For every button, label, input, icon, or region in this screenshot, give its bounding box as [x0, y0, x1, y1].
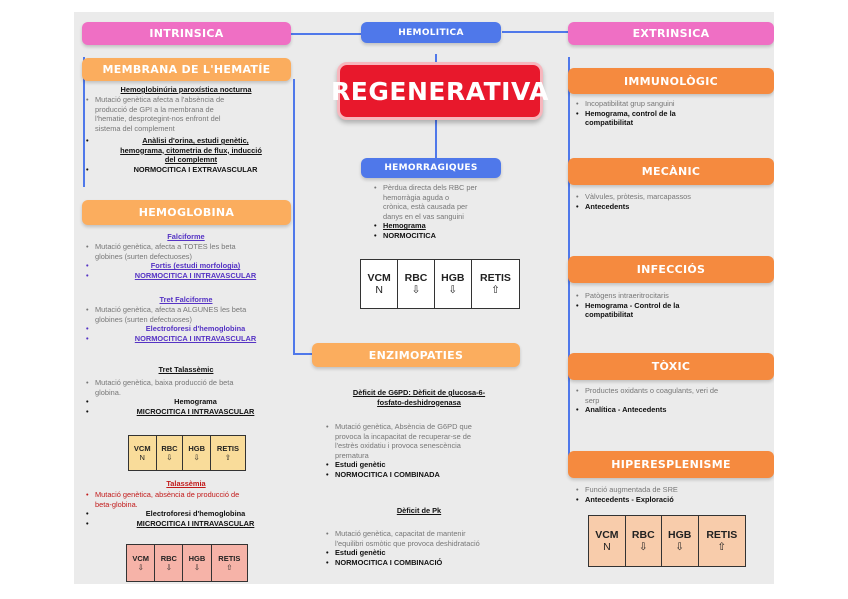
membrana-tests — [86, 136, 296, 174]
immunologic-header: IMMUNOLÒGIC — [568, 68, 774, 94]
tret-talassemic-classification: MICROCITICA I INTRAVASCULAR — [136, 406, 255, 416]
tret-falciforme-line-3: Electroforesi d'hemoglobina — [145, 324, 246, 334]
lab-cell-vcm: VCM N — [129, 436, 157, 471]
lab-cell-hgb: HGB ⇩ — [183, 436, 211, 471]
membrana-test-line-1: Anàlisi d'orina, estudi genètic, — [142, 136, 249, 145]
talassemia-block — [86, 490, 296, 528]
regenerativa-title: REGENERATIVA — [337, 62, 543, 120]
lab-cell-retis: RETIS ⇧ — [471, 260, 519, 309]
toxic-line-2: serp — [585, 395, 600, 405]
lab-cell-vcm: VCM ⇩ — [127, 545, 155, 582]
hiperesplenisme-lab-table — [588, 515, 746, 567]
falciforme-block — [86, 242, 296, 280]
toxic-line-1: Productes oxidants o coagulants, veri de — [585, 386, 719, 395]
lab-cell-rbc: RBC ⇩ — [625, 516, 661, 567]
lab-cell-rbc: RBC ⇩ — [155, 545, 183, 582]
membrana-line-2: producció de GPI a la membrana de — [95, 104, 214, 114]
hemorragiques-line-1: Pèrdua directa dels RBC per — [383, 183, 478, 192]
enzimopaties-header: ENZIMOPATIES — [312, 343, 520, 367]
pk-title: Dèficit de Pk — [396, 506, 442, 515]
tret-falciforme-classification: NORMOCITICA I INTRAVASCULAR — [134, 333, 257, 343]
membrana-header: MEMBRANA DE L'HEMATÍE — [82, 58, 291, 81]
hiperesplenisme-block — [576, 485, 766, 504]
tret-falciforme-block — [86, 305, 296, 343]
talassemia-classification: MICROCITICA I INTRAVASCULAR — [136, 518, 255, 528]
membrana-test-line-2: hemograma, citometria de flux, inducció — [120, 145, 262, 155]
immunologic-line-1: Incopatibilitat grup sanguini — [585, 99, 675, 108]
lab-cell-rbc: RBC ⇩ — [398, 260, 434, 309]
tret-talassemic-line-2: globina. — [95, 387, 121, 397]
talassemia-line-1: Mutació genètica, absència de producció de — [95, 490, 240, 499]
pk-line-2: l'equilibri osmòtic que provoca deshidratació — [335, 538, 480, 548]
tret-falciforme-line-2: globines (surten defectuoses) — [95, 314, 192, 324]
g6pd-title-line-1: Dèficit de G6PD: Dèficit de glucosa-6- — [352, 388, 486, 397]
talassemia-lab-table — [126, 544, 248, 582]
falciforme-classification: NORMOCITICA I INTRAVASCULAR — [134, 270, 257, 280]
hemorragiques-line-2: hemorràgia aguda o — [383, 192, 450, 202]
g6pd-line-1: Mutació genètica, Absència de G6PD que — [335, 422, 472, 431]
infeccios-line-3: compatibilitat — [585, 310, 634, 320]
hemoglobina-header: HEMOGLOBINA — [82, 200, 291, 225]
infeccios-header: INFECCIÓS — [568, 256, 774, 283]
pk-classification: NORMOCITICA I COMBINACIÓ — [335, 557, 443, 567]
tret-talassemic-title: Tret Talassèmic — [158, 365, 214, 374]
extrinsica-header: EXTRINSICA — [568, 22, 774, 45]
toxic-header: TÒXIC — [568, 353, 774, 380]
tret-talassemic-lab-table — [128, 435, 246, 471]
g6pd-classification: NORMOCITICA I COMBINADA — [335, 469, 440, 479]
hemorragiques-line-3: crònica, està causada per — [383, 202, 468, 212]
toxic-block — [576, 386, 768, 415]
membrana-line-1: Mutació genètica afecta a l'absència de — [95, 95, 225, 104]
membrana-description — [86, 95, 296, 133]
tret-talassemic-line-1: Mutació genètica, baixa producció de beta — [95, 378, 234, 387]
infeccios-block — [576, 291, 766, 320]
toxic-line-3: Analítica - Antecedents — [585, 405, 667, 415]
hemorragiques-classification: NORMOCITICA — [383, 230, 436, 240]
g6pd-line-2: provoca la incapacitat de recuperar-se de — [335, 431, 471, 441]
tret-talassemic-line-3: Hemograma — [174, 397, 217, 407]
pk-block — [326, 529, 521, 567]
pk-test: Estudi genètic — [335, 548, 386, 558]
lab-cell-hgb: HGB ⇩ — [183, 545, 211, 582]
lab-cell-rbc: RBC ⇩ — [156, 436, 183, 471]
mecanic-line-1: Vàlvules, pròtesis, marcapassos — [585, 192, 691, 201]
membrana-classification: NORMOCITICA I EXTRAVASCULAR — [133, 164, 258, 174]
membrana-test-line-3: del complemnt — [164, 155, 218, 165]
falciforme-line-3: Fortis (estudi morfologia) — [150, 261, 241, 271]
lab-cell-hgb: HGB ⇩ — [434, 260, 471, 309]
hiperesplenisme-line-2: Antecedents - Exploració — [585, 494, 674, 504]
membrana-title: Hemoglobinúria paroxística nocturna — [120, 85, 252, 94]
lab-cell-retis: RETIS ⇧ — [211, 545, 247, 582]
tret-falciforme-line-1: Mutació genètica, afecta a ALGUNES les beta — [95, 305, 247, 314]
g6pd-block — [326, 422, 521, 480]
hemorragiques-header: HEMORRAGIQUES — [361, 158, 501, 178]
intrinsica-header: INTRINSICA — [82, 22, 291, 45]
mind-map-canvas — [74, 12, 774, 584]
immunologic-line-3: compatibilitat — [585, 118, 634, 128]
lab-cell-retis: RETIS ⇧ — [210, 436, 245, 471]
mecanic-header: MECÀNIC — [568, 158, 774, 185]
hemolitica-header: HEMOLITICA — [361, 22, 501, 43]
g6pd-line-4: prematura — [335, 450, 369, 460]
g6pd-line-3: l'estrès oxidatiu i provoca senescència — [335, 441, 461, 451]
membrana-line-3: l'hematie, desprotegint-nos enfront del — [95, 114, 221, 124]
talassemia-line-3: Electroforesi d'hemoglobina — [145, 509, 246, 519]
hemorragiques-block — [374, 183, 514, 241]
pk-line-1: Mutació genètica, capacitat de mantenir — [335, 529, 466, 538]
g6pd-title — [324, 388, 514, 407]
talassemia-line-2: beta-globina. — [95, 499, 138, 509]
hemorragiques-lab-table — [360, 259, 520, 309]
tret-falciforme-title: Tret Falciforme — [159, 295, 213, 304]
g6pd-title-line-2: fosfato-deshidrogenasa — [377, 397, 461, 407]
mecanic-block — [576, 192, 766, 211]
lab-cell-hgb: HGB ⇩ — [661, 516, 698, 567]
falciforme-title: Falciforme — [167, 232, 205, 241]
hiperesplenisme-header: HIPERESPLENISME — [568, 451, 774, 478]
immunologic-line-2: Hemograma, control de la — [585, 108, 676, 118]
talassemia-title: Talassèmia — [166, 479, 206, 488]
hiperesplenisme-line-1: Funció augmentada de SRE — [585, 485, 678, 494]
mecanic-line-2: Antecedents — [585, 201, 630, 211]
infeccios-line-2: Hemograma - Control de la — [585, 300, 680, 310]
lab-cell-vcm: VCM N — [361, 260, 398, 309]
immunologic-block — [576, 99, 766, 128]
hemorragiques-line-4: danys en el vas sanguini — [383, 211, 464, 221]
lab-cell-retis: RETIS ⇧ — [698, 516, 745, 567]
g6pd-test: Estudi genètic — [335, 460, 386, 470]
falciforme-line-2: globines (surten defectuoses) — [95, 251, 192, 261]
hemorragiques-test: Hemograma — [383, 221, 426, 231]
infeccios-line-1: Patògens intraeritrocitaris — [585, 291, 669, 300]
membrana-line-4: sistema del complement — [95, 123, 175, 133]
falciforme-line-1: Mutació genètica, afecta a TOTES les beta — [95, 242, 236, 251]
lab-cell-vcm: VCM N — [589, 516, 626, 567]
tret-talassemic-block — [86, 378, 296, 416]
